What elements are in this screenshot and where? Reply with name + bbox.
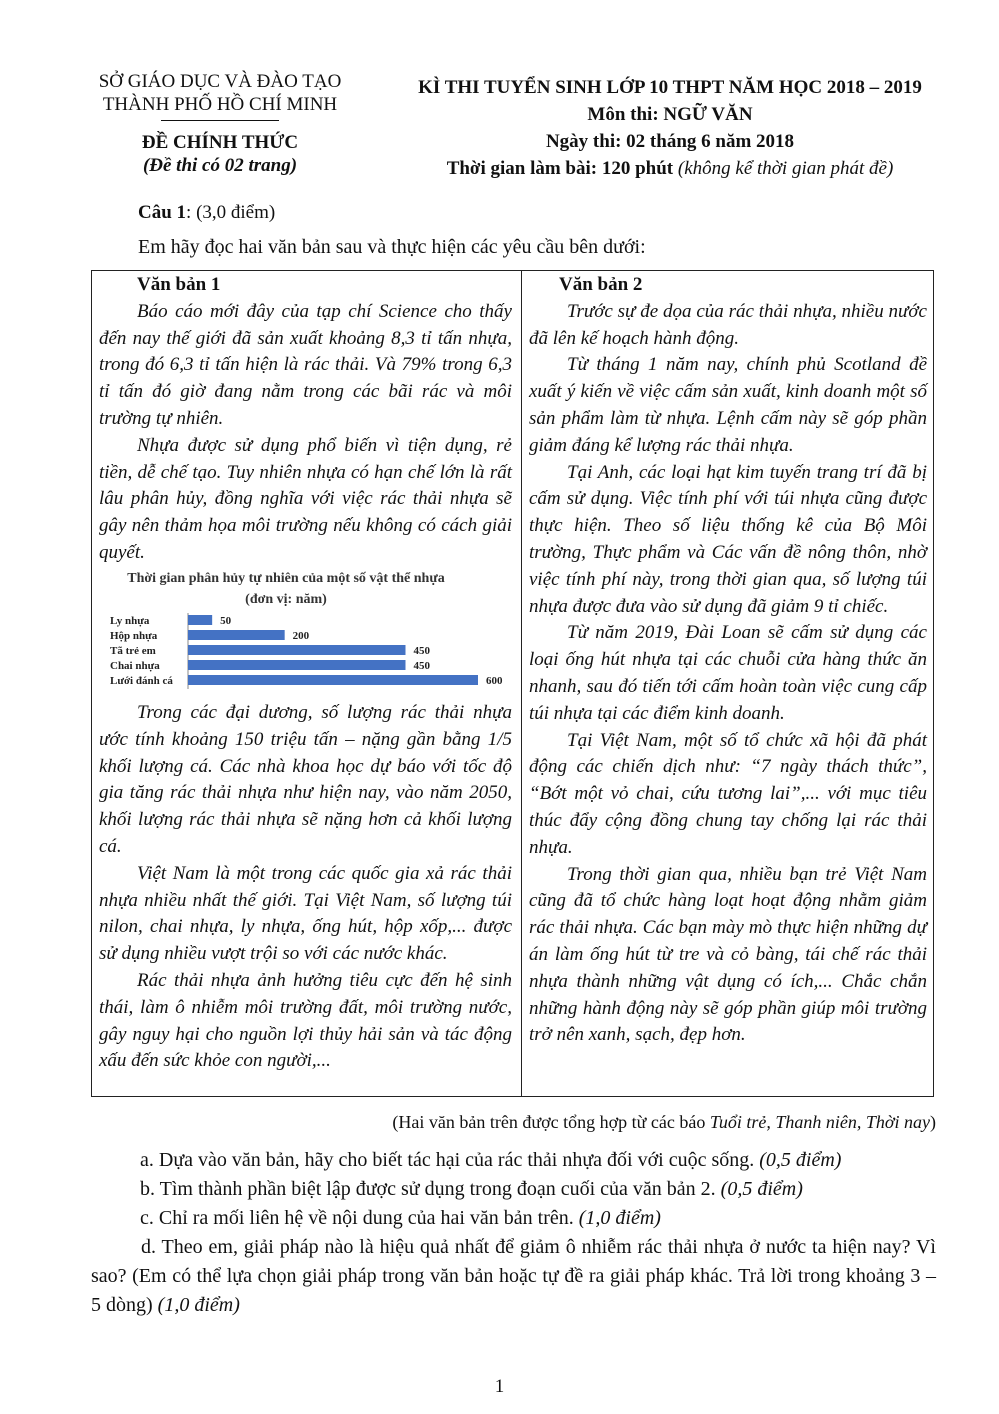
chart-category-label: Ly nhựa <box>110 615 150 627</box>
question-c-text: c. Chỉ ra mối liên hệ về nội dung của hai văn bản trên. <box>140 1207 579 1229</box>
time-label: Thời gian làm bài: 120 phút <box>446 158 674 179</box>
text-2-paragraph-5: Tại Việt Nam, một số tổ chức xã hội đã phát động các chiến dịch như: “7 ngày thách thức”, “Bớt một vỏ chai, cứu tương lai”,... với mục tiêu thúc đẩy cộng đồng chung tay chống lại rác thải nhựa. <box>529 729 927 858</box>
text-2-paragraph-1: Trước sự đe dọa của rác thải nhựa, nhiều nước đã lên kế hoạch hành động. <box>529 300 927 349</box>
source-prefix: (Hai văn bản trên được tổng hợp từ các báo <box>392 1112 710 1132</box>
text-2-column <box>529 272 927 1049</box>
chart-value-label: 450 <box>413 645 430 657</box>
source-papers: Tuổi trẻ, Thanh niên, Thời nay <box>709 1112 930 1132</box>
chart-category-label: Tã trẻ em <box>110 645 156 657</box>
question-b-points: (0,5 điểm) <box>720 1178 803 1200</box>
chart-value-label: 600 <box>486 675 503 687</box>
city-name: THÀNH PHỐ HỒ CHÍ MINH <box>102 94 338 115</box>
text-1-paragraph-4: Việt Nam là một trong các quốc gia xả rác thải nhựa nhiều nhất thế giới. Tại Việt Nam, số lượng túi nilon, chai nhựa, ly nhựa, ống hút, hộp xốp,... được sử dụng nhiều vượt trội so với các nước khác. <box>99 862 512 965</box>
chart-title: Thời gian phân hủy tự nhiên của một số vật thể nhựa <box>127 571 445 586</box>
question-1-heading <box>138 202 275 224</box>
question-a-text: a. Dựa vào văn bản, hãy cho biết tác hại của rác thải nhựa đối với cuộc sống. <box>140 1149 760 1171</box>
text-1-paragraph-1: Báo cáo mới đây của tạp chí Science cho thấy đến nay thế giới đã sản xuất khoảng 8,3 tỉ tấn nhựa, trong đó 6,3 tỉ tấn hiện là rác thải. Và 79% trong 6,3 tỉ tấn đó giờ đang nằm trong các bãi rác và môi trường tự nhiên. <box>99 300 512 429</box>
exam-date: Ngày thi: 02 tháng 6 năm 2018 <box>545 131 795 152</box>
text-2-paragraph-4: Từ năm 2019, Đài Loan sẽ cấm sử dụng các loại ống hút nhựa tại các chuỗi cửa hàng thức ăn nhanh, sau đó tiến tới cấm hoàn toàn việc cung cấp túi nhựa tại các điểm kinh doanh. <box>529 622 927 724</box>
text-1-paragraph-2: Nhựa được sử dụng phổ biến vì tiện dụng, rẻ tiền, dễ chế tạo. Tuy nhiên nhựa có hạn chế lớn là rất lâu phân hủy, đồng nghĩa với việc rác thải nhựa sẽ gây nên thảm họa môi trường nếu không có cách giải quyết. <box>99 434 512 563</box>
question-d <box>91 1233 936 1320</box>
chart-bar <box>188 630 285 640</box>
pages-note: (Đề thi có 02 trang) <box>142 155 298 176</box>
question-d-text: d. Theo em, giải pháp nào là hiệu quả nhất để giảm ô nhiễm rác thải nhựa ở nước ta hiện nay? Vì sao? (Em có thể lựa chọn giải pháp trong văn bản hoặc tự đề ra giải pháp khác. Trả lời trong khoảng 3 – 5 dòng) <box>91 1236 936 1316</box>
question-d-points: (1,0 điểm) <box>157 1294 240 1316</box>
question-c-points: (1,0 điểm) <box>578 1207 661 1229</box>
exam-time <box>385 155 955 182</box>
question-b <box>140 1175 803 1204</box>
source-suffix: ) <box>930 1112 936 1132</box>
chart-value-label: 200 <box>292 630 310 642</box>
chart-category-label: Lưới đánh cá <box>110 675 173 687</box>
question-b-text: b. Tìm thành phần biệt lập được sử dụng trong đoạn cuối của văn bản 2. <box>140 1178 721 1200</box>
chart-subtitle: (đơn vị: năm) <box>245 592 327 607</box>
chart-bar <box>188 645 406 655</box>
question-c <box>140 1204 661 1233</box>
chart-value-label: 50 <box>220 615 232 627</box>
text-1-paragraph-3: Trong các đại dương, số lượng rác thải nhựa ước tính khoảng 150 triệu tấn – nặng gần bằng 1/5 khối lượng cá. Các nhà khoa học dự báo với tốc độ gia tăng rác thải nhựa như hiện nay, vào năm 2050, khối lượng rác thải nhựa sẽ nặng hơn cả khối lượng cá. <box>99 702 512 857</box>
exam-subject: Môn thi: NGỮ VĂN <box>587 104 753 125</box>
text-1-column <box>99 272 512 567</box>
chart-bar <box>188 675 478 685</box>
source-note <box>91 1112 936 1133</box>
text-2-paragraph-2: Từ tháng 1 năm nay, chính phủ Scotland đề xuất ý kiến về việc cấm sản xuất, kinh doanh một số sản phẩm làm từ nhựa. Lệnh cấm này sẽ góp phần giảm đáng kể lượng rác thải nhựa. <box>529 354 927 456</box>
text-1-title: Văn bản 1 <box>137 274 221 295</box>
question-1-points: : (3,0 điểm) <box>186 202 276 223</box>
header-rule <box>161 120 279 121</box>
text-2-paragraph-6: Trong thời gian qua, nhiều bạn trẻ Việt Nam cũng đã tổ chức hàng loạt hoạt động nhằm giảm rác thải nhựa. Các bạn mày mò thực hiện những dự án làm ống hút từ tre và cỏ bàng, tái chế rác thải nhựa thành những vật dụng có ích,... Chắc chắn những hành động này sẽ góp phần giúp môi trường trở nên xanh, sạch, đẹp hơn. <box>529 863 927 1046</box>
chart-value-label: 450 <box>413 660 430 672</box>
chart-bar <box>188 615 212 625</box>
time-note: (không kể thời gian phát đề) <box>677 158 894 179</box>
chart-bar <box>188 660 406 670</box>
page-number: 1 <box>494 1376 505 1397</box>
text-1-column-continued <box>99 700 512 1075</box>
text-2-title: Văn bản 2 <box>559 274 643 295</box>
question-1-label: Câu 1 <box>138 202 187 223</box>
department-name: SỞ GIÁO DỤC VÀ ĐÀO TẠO <box>98 71 342 92</box>
question-1-intro: Em hãy đọc hai văn bản sau và thực hiện các yêu cầu bên dưới: <box>138 236 646 258</box>
header-right <box>385 74 955 182</box>
question-a-points: (0,5 điểm) <box>759 1149 842 1171</box>
text-2-paragraph-3: Tại Anh, các loại hạt kim tuyến trang trí đã bị cấm sử dụng. Việc tính phí với túi nhựa cũng được thực hiện. Theo số liệu thống kê của Bộ Môi trường, Thực phẩm và Các vấn đề nông thôn, nhờ việc tính phí này, trong thời gian qua, số lượng túi nhựa được đưa vào sử dụng đã giảm 9 tỉ chiếc. <box>529 461 927 617</box>
chart-category-label: Chai nhựa <box>110 660 160 672</box>
question-a <box>140 1146 841 1175</box>
decomposition-chart <box>100 565 510 695</box>
text-1-paragraph-5: Rác thải nhựa ảnh hưởng tiêu cực đến hệ sinh thái, làm ô nhiễm môi trường đất, môi trường nước, gây nguy hại cho nguồn lợi thủy hải sản và tác động xấu đến sức khỏe con người,... <box>99 969 512 1072</box>
exam-title: KÌ THI TUYỂN SINH LỚP 10 THPT NĂM HỌC 2018 – 2019 <box>418 77 922 98</box>
header-left <box>70 70 370 177</box>
official-label: ĐỀ CHÍNH THỨC <box>141 132 299 153</box>
chart-category-label: Hộp nhựa <box>110 630 158 642</box>
column-divider <box>521 270 522 1097</box>
